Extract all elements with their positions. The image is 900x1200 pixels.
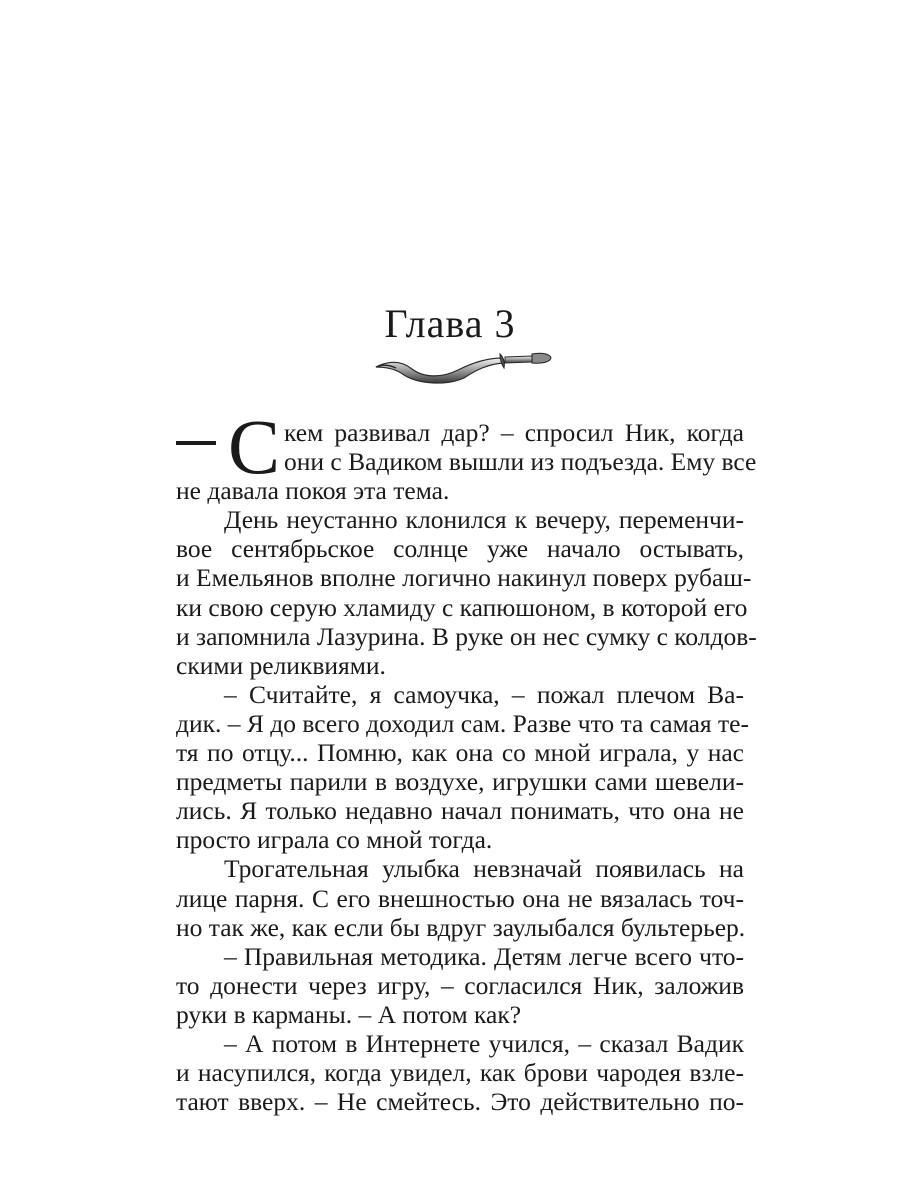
text-line: лись. Я только недавно начал понимать, что она не [176,796,744,826]
text-line: День неустанно клонился к вечеру, переменчи- [224,505,744,535]
text-line: руки в карманы. – А потом как? [176,999,522,1029]
opening-dash [176,441,216,445]
text-line: ки свою серую хламиду с капюшоном, в которой его [176,592,748,622]
chapter-body [176,403,757,1117]
text-line: – А потом в Интернете учился, – сказал Вадик [224,1028,744,1058]
text-line: тают вверх. – Не смейтесь. Это действительно по- [176,1087,744,1117]
text-line: – Считайте, я самоучка, – пожал плечом Ва- [224,679,744,709]
text-line: дик. – Я до всего доходил сам. Разве что та самая те- [176,708,749,738]
text-line: скими реликвиями. [176,650,386,680]
text-line: кем развивал дар? – спросил Ник, когда [284,418,744,447]
text-line: то донести через игру, – согласился Ник, заложив [176,970,744,1000]
text-line: и Емельянов вполне логично накинул поверх рубаш- [176,563,752,593]
text-line: вое сентябрьское солнце уже начало остывать, [176,534,744,564]
text-line: просто играла со мной тогда. [176,825,493,855]
text-line: Трогательная улыбка невзначай появилась на [224,854,744,884]
text-line: и запомнила Лазурина. В руке он нес сумку с колдов- [176,621,757,651]
text-line: – Правильная методика. Детям легче всего что- [224,941,744,971]
text-line: и насупился, когда увидел, как брови чародея взле- [176,1058,744,1088]
text-line: предметы парили в воздухе, игрушки сами шевели- [176,767,744,797]
drop-cap: С [228,403,281,490]
text-line: не давала покоя эта тема. [176,476,450,506]
text-line: тя по отцу... Помню, как она со мной играла, у нас [176,738,744,768]
text-line: лице парня. С его внешностью она не вязалась точ- [176,883,744,913]
opening-paragraph [176,403,757,506]
scimitar-sword-icon [372,348,554,384]
text-line: но так же, как если бы вдруг заулыбался бультерьер. [176,912,746,942]
chapter-title: Глава 3 [384,301,516,346]
text-line: они с Вадиком вышли из подъезда. Ему все [284,447,757,477]
